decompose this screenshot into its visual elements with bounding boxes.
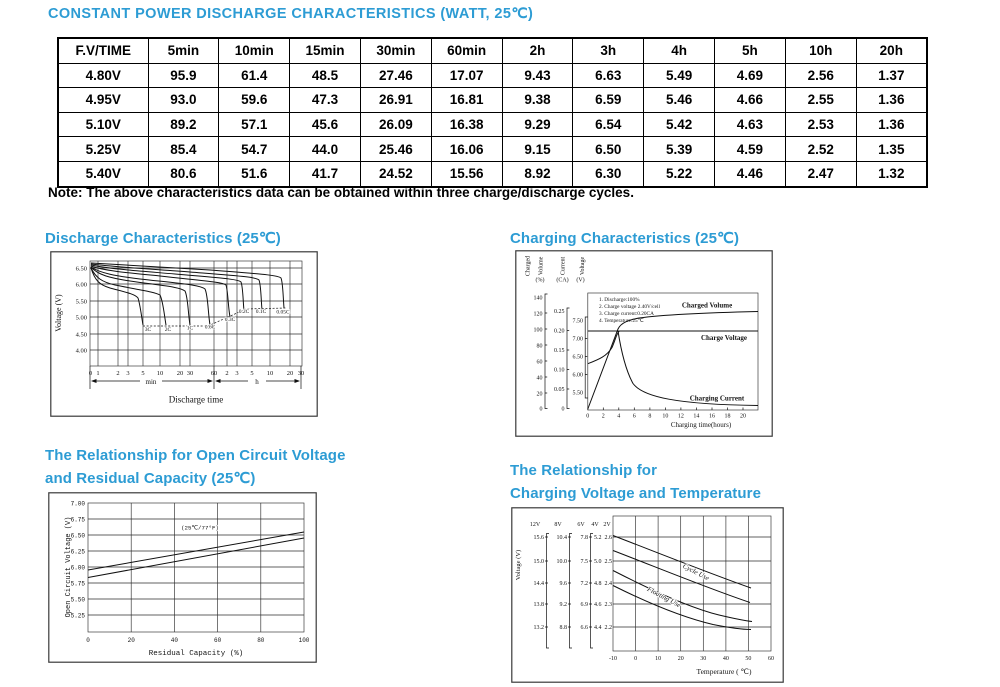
svg-text:100: 100: [533, 327, 543, 334]
col-header: 60min: [431, 38, 502, 63]
cell: 45.6: [290, 112, 361, 137]
cell: 9.43: [502, 63, 573, 88]
svg-text:0: 0: [586, 413, 590, 420]
svg-text:6.50: 6.50: [70, 532, 85, 540]
svg-text:2.3: 2.3: [604, 602, 612, 608]
svg-text:5.50: 5.50: [70, 596, 85, 604]
discharge-x-ticks: [89, 370, 304, 377]
svg-text:2: 2: [601, 413, 605, 420]
svg-text:15.6: 15.6: [533, 535, 544, 541]
svg-text:4.8: 4.8: [594, 581, 602, 587]
cell: 9.15: [502, 137, 573, 162]
svg-text:2.5: 2.5: [604, 559, 612, 565]
svg-text:6.9: 6.9: [580, 602, 588, 608]
ocv-x-ticks: [86, 637, 310, 644]
svg-text:0.3C: 0.3C: [224, 317, 236, 323]
charging-curve-labels: [682, 302, 747, 403]
cell: 59.6: [219, 88, 290, 113]
cvt-y-axis-label: Voltage (V): [515, 549, 522, 581]
svg-text:10: 10: [655, 656, 662, 662]
table-row: [58, 112, 927, 137]
svg-text:2C: 2C: [164, 327, 172, 333]
svg-text:60: 60: [210, 370, 218, 377]
svg-text:40: 40: [170, 637, 179, 644]
svg-text:5.0: 5.0: [594, 559, 602, 565]
svg-text:15.0: 15.0: [533, 559, 544, 565]
svg-text:40: 40: [536, 375, 543, 382]
svg-text:(V): (V): [576, 277, 585, 284]
charging-v-ticks: [573, 319, 584, 397]
svg-text:120: 120: [533, 311, 543, 318]
svg-text:0.05: 0.05: [554, 387, 565, 393]
svg-text:0.6C: 0.6C: [204, 324, 216, 331]
row-header: 5.40V: [58, 161, 148, 186]
svg-text:6: 6: [632, 413, 636, 420]
cell: 6.59: [573, 88, 644, 113]
svg-text:5.50: 5.50: [572, 390, 583, 397]
cvt-curves: [613, 536, 752, 630]
svg-text:5.00: 5.00: [75, 314, 87, 322]
cvt-x-ticks: [609, 656, 774, 662]
svg-text:6.6: 6.6: [580, 625, 588, 631]
ocv-x-axis-label: Residual Capacity (%): [148, 650, 244, 658]
cell: 8.92: [502, 161, 573, 186]
cell: 1.36: [856, 112, 927, 137]
table-row: [58, 161, 927, 186]
svg-text:6.00: 6.00: [75, 281, 87, 289]
svg-text:14.4: 14.4: [533, 581, 544, 587]
ocv-grid: [88, 503, 304, 632]
charging-chart-title: Charging Characteristics (25℃): [510, 230, 740, 247]
col-header: 30min: [360, 38, 431, 63]
cell: 9.38: [502, 88, 573, 113]
svg-text:0.05C: 0.05C: [276, 309, 290, 316]
svg-text:20: 20: [536, 391, 543, 398]
svg-text:60: 60: [536, 359, 543, 366]
discharge-chart: [50, 251, 318, 417]
svg-text:3. Charge current:0.20CA: 3. Charge current:0.20CA: [599, 311, 654, 317]
col-header: 4h: [644, 38, 715, 63]
cell: 4.46: [715, 161, 786, 186]
svg-text:8: 8: [648, 413, 652, 420]
cvt-chart-title: [510, 459, 840, 505]
col-header: 2h: [502, 38, 573, 63]
svg-text:0: 0: [88, 370, 93, 377]
cell: 85.4: [148, 137, 219, 162]
table-header-row: [58, 38, 927, 63]
cell: 2.53: [785, 112, 856, 137]
svg-text:8.8: 8.8: [559, 625, 567, 631]
discharge-chart-title: Discharge Characteristics (25℃): [45, 230, 281, 247]
svg-text:30: 30: [700, 656, 707, 662]
ocv-title-line1: The Relationship for Open Circuit Voltage: [45, 447, 346, 464]
svg-text:10.4: 10.4: [556, 535, 567, 541]
cvt-chart: [511, 507, 784, 683]
svg-text:30: 30: [297, 370, 305, 377]
cell: 48.5: [290, 63, 361, 88]
cell: 4.66: [715, 88, 786, 113]
svg-text:1C: 1C: [186, 325, 194, 332]
svg-text:0.2C: 0.2C: [238, 309, 250, 315]
cell: 26.91: [360, 88, 431, 113]
svg-text:6.50: 6.50: [75, 265, 87, 273]
svg-text:3C: 3C: [144, 327, 152, 333]
col-header: 15min: [290, 38, 361, 63]
cell: 24.52: [360, 161, 431, 186]
col-header: 20h: [856, 38, 927, 63]
svg-text:2.4: 2.4: [604, 581, 612, 587]
svg-text:6V: 6V: [577, 522, 585, 528]
cvt-x-axis-label: Temperature ( ℃): [696, 667, 752, 676]
col-header: 3h: [573, 38, 644, 63]
cell: 2.47: [785, 161, 856, 186]
svg-text:5: 5: [250, 370, 254, 377]
cell: 61.4: [219, 63, 290, 88]
svg-text:-10: -10: [609, 656, 617, 662]
cell: 5.49: [644, 63, 715, 88]
svg-text:5: 5: [141, 370, 145, 377]
page-title: CONSTANT POWER DISCHARGE CHARACTERISTICS (WATT, 25℃): [48, 6, 534, 22]
row-header: 5.10V: [58, 112, 148, 137]
cell: 47.3: [290, 88, 361, 113]
charging-ca-ticks: [554, 309, 565, 413]
svg-text:0: 0: [539, 406, 543, 413]
cell: 57.1: [219, 112, 290, 137]
svg-text:3: 3: [235, 370, 239, 377]
cell: 16.38: [431, 112, 502, 137]
svg-text:0: 0: [561, 406, 565, 413]
svg-text:2. Charge voltage 2.40V/cell: 2. Charge voltage 2.40V/cell: [599, 304, 660, 310]
col-header: 5h: [715, 38, 786, 63]
svg-text:0: 0: [86, 637, 90, 644]
cell: 41.7: [290, 161, 361, 186]
cell: 17.07: [431, 63, 502, 88]
constant-power-table: [57, 37, 928, 188]
discharge-x-axis-label: Discharge time: [168, 394, 224, 405]
ocv-y-axis-label: Open Circuit Voltage (V): [65, 516, 73, 618]
svg-text:13.2: 13.2: [533, 625, 544, 631]
discharge-y-axis-label: Voltage (V): [54, 294, 63, 332]
svg-text:5.25: 5.25: [70, 612, 85, 620]
svg-text:Voltage: Voltage: [580, 256, 586, 276]
svg-text:6.50: 6.50: [572, 354, 583, 361]
svg-text:Charging Current: Charging Current: [689, 394, 745, 403]
svg-text:7.00: 7.00: [572, 336, 583, 343]
cell: 4.63: [715, 112, 786, 137]
svg-text:20: 20: [286, 370, 294, 377]
svg-text:8V: 8V: [554, 522, 562, 528]
cell: 2.52: [785, 137, 856, 162]
svg-text:9.2: 9.2: [559, 602, 567, 608]
col-header: 5min: [148, 38, 219, 63]
cvt-grid: [613, 516, 771, 651]
svg-text:50: 50: [745, 656, 752, 662]
svg-text:14: 14: [693, 413, 700, 420]
ocv-lines: [88, 532, 304, 578]
svg-text:60: 60: [213, 637, 222, 644]
charging-pct-ticks: [534, 296, 543, 413]
table-row: [58, 88, 927, 113]
svg-text:20: 20: [740, 413, 746, 420]
svg-text:7.50: 7.50: [572, 318, 583, 325]
cell: 5.42: [644, 112, 715, 137]
cell: 5.46: [644, 88, 715, 113]
cell: 51.6: [219, 161, 290, 186]
table-row: [58, 63, 927, 88]
svg-text:10: 10: [156, 370, 164, 377]
svg-text:4: 4: [617, 413, 621, 420]
svg-text:4.00: 4.00: [75, 347, 87, 355]
svg-text:0.15: 0.15: [554, 348, 565, 354]
cvt-scale-12v: [534, 535, 545, 631]
col-header: F.V/TIME: [58, 38, 148, 63]
svg-text:140: 140: [533, 295, 543, 302]
svg-text:0: 0: [634, 656, 638, 662]
cell: 26.09: [360, 112, 431, 137]
svg-text:0.1C: 0.1C: [255, 309, 267, 315]
svg-text:1: 1: [96, 370, 100, 377]
svg-text:60: 60: [768, 656, 774, 662]
svg-text:Charged Volume: Charged Volume: [681, 301, 733, 310]
cvt-scale-8v: [557, 535, 568, 631]
hour-unit-label: h: [255, 377, 259, 386]
cell: 15.56: [431, 161, 502, 186]
svg-text:7.00: 7.00: [70, 500, 85, 508]
floating-use-label: Floating Use: [645, 585, 683, 610]
cell: 5.39: [644, 137, 715, 162]
svg-text:5.2: 5.2: [594, 535, 602, 541]
cell: 4.59: [715, 137, 786, 162]
cell: 1.37: [856, 63, 927, 88]
cvt-scale-6v: [581, 535, 589, 631]
min-unit-label: min: [145, 377, 157, 386]
svg-text:9.6: 9.6: [559, 581, 567, 587]
cvt-scale-headers: [530, 522, 612, 528]
cell: 1.35: [856, 137, 927, 162]
svg-text:20: 20: [677, 656, 684, 662]
charging-chart: [515, 250, 773, 437]
cell: 6.54: [573, 112, 644, 137]
svg-text:10: 10: [266, 370, 274, 377]
col-header: 10h: [785, 38, 856, 63]
cell: 6.30: [573, 161, 644, 186]
discharge-curves: [91, 263, 286, 326]
cell: 6.63: [573, 63, 644, 88]
svg-text:16: 16: [709, 413, 715, 420]
cell: 1.36: [856, 88, 927, 113]
row-header: 4.80V: [58, 63, 148, 88]
charging-axis-titles: [526, 256, 587, 284]
svg-text:(CA): (CA): [556, 277, 569, 284]
svg-text:7.5: 7.5: [580, 559, 588, 565]
svg-text:12V: 12V: [529, 522, 541, 528]
svg-text:0.25: 0.25: [554, 309, 565, 315]
svg-text:(%): (%): [535, 277, 545, 284]
svg-text:10.0: 10.0: [556, 559, 567, 565]
svg-text:2V: 2V: [603, 522, 611, 528]
svg-text:4.6: 4.6: [594, 602, 602, 608]
charging-x-axis-label: Charging time(hours): [670, 421, 732, 429]
svg-text:6.00: 6.00: [70, 564, 85, 572]
svg-text:100: 100: [298, 637, 310, 644]
charging-x-ticks: [586, 414, 746, 420]
svg-text:30: 30: [186, 370, 194, 377]
cell: 89.2: [148, 112, 219, 137]
cell: 1.32: [856, 161, 927, 186]
cycle-use-label: Cycle Use: [681, 562, 711, 583]
svg-text:2.2: 2.2: [604, 625, 612, 631]
table-note: Note: The above characteristics data can be obtained within three charge/discharge cycles.: [48, 185, 634, 200]
svg-text:13.8: 13.8: [533, 602, 544, 608]
cell: 93.0: [148, 88, 219, 113]
svg-text:80: 80: [257, 637, 265, 644]
svg-text:4.4: 4.4: [594, 625, 602, 631]
svg-text:4V: 4V: [591, 522, 599, 528]
cell: 25.46: [360, 137, 431, 162]
svg-text:2: 2: [116, 370, 120, 377]
ocv-chart: [48, 492, 317, 663]
svg-text:Volume: Volume: [538, 256, 545, 276]
cell: 16.81: [431, 88, 502, 113]
cvt-scale-4v: [594, 535, 602, 631]
svg-text:0.10: 0.10: [554, 367, 565, 374]
svg-text:20: 20: [127, 637, 135, 644]
svg-text:Current: Current: [560, 256, 567, 276]
cell: 4.69: [715, 63, 786, 88]
cell: 2.56: [785, 63, 856, 88]
row-header: 4.95V: [58, 88, 148, 113]
svg-text:6.00: 6.00: [572, 372, 583, 379]
svg-text:20: 20: [176, 370, 184, 377]
cell: 9.29: [502, 112, 573, 137]
cvt-scale-2v: [605, 535, 613, 631]
svg-text:12: 12: [677, 413, 684, 420]
cell: 80.6: [148, 161, 219, 186]
col-header: 10min: [219, 38, 290, 63]
cell: 44.0: [290, 137, 361, 162]
svg-text:80: 80: [536, 343, 543, 350]
svg-text:0.20: 0.20: [554, 328, 565, 335]
svg-text:1. Discharge:100%: 1. Discharge:100%: [599, 297, 640, 303]
cell: 2.55: [785, 88, 856, 113]
svg-text:4.50: 4.50: [75, 331, 87, 339]
row-header: 5.25V: [58, 137, 148, 162]
svg-text:3: 3: [126, 370, 130, 377]
svg-text:Charged: Charged: [525, 255, 532, 277]
cell: 5.22: [644, 161, 715, 186]
cvt-title-line2: Charging Voltage and Temperature: [510, 485, 762, 502]
cell: 16.06: [431, 137, 502, 162]
ocv-annotation: (25℃/77°F): [181, 524, 219, 532]
svg-text:7.8: 7.8: [580, 535, 588, 541]
discharge-curve-labels: [145, 309, 290, 333]
discharge-y-ticks: [76, 266, 87, 355]
cell: 54.7: [219, 137, 290, 162]
charging-x-tick-marks: [588, 408, 743, 411]
svg-text:10: 10: [662, 413, 669, 420]
svg-text:6.25: 6.25: [70, 548, 85, 556]
svg-text:Charge Voltage: Charge Voltage: [700, 334, 748, 342]
cvt-title-line1: The Relationship for: [510, 462, 658, 479]
ocv-chart-title: [45, 444, 375, 490]
svg-text:4. Temperature:25℃: 4. Temperature:25℃: [599, 318, 644, 324]
svg-text:5.75: 5.75: [70, 580, 85, 588]
svg-text:5.50: 5.50: [75, 298, 87, 306]
svg-text:6.75: 6.75: [70, 516, 85, 524]
cell: 95.9: [148, 63, 219, 88]
svg-text:40: 40: [722, 656, 729, 662]
cell: 6.50: [573, 137, 644, 162]
svg-text:2: 2: [225, 370, 229, 377]
svg-text:2.6: 2.6: [604, 535, 612, 541]
svg-text:7.2: 7.2: [580, 581, 588, 587]
table-row: [58, 137, 927, 162]
svg-text:18: 18: [724, 413, 731, 420]
ocv-title-line2: and Residual Capacity (25℃): [45, 470, 256, 487]
cell: 27.46: [360, 63, 431, 88]
